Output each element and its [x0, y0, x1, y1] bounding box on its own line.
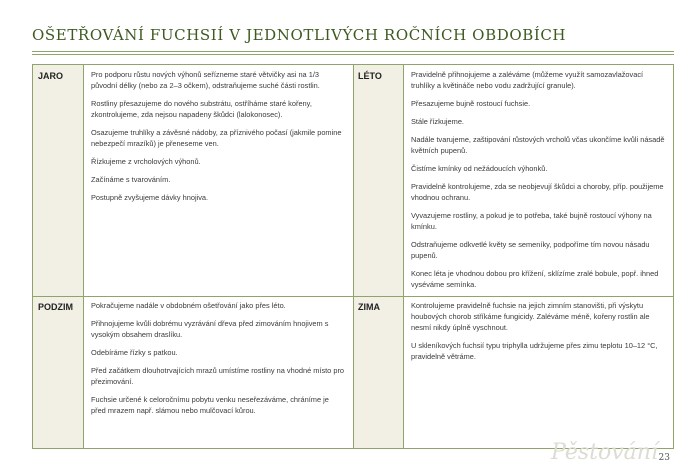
- list-item: Začínáme s tvarováním.: [91, 175, 171, 184]
- list-item: Osazujeme truhlíky a závěsné nádoby, za příznivého počasí (jakmile pomine nebezpečí mrazíků) je přeneseme ven.: [91, 128, 342, 148]
- list-item: Řízkujeme z vrcholových výhonů.: [91, 157, 201, 166]
- list-item: Pravidelně přihnojujeme a zaléváme (můžeme využít samozavlažovací truhlíky a květináče nebo vodu zadržující granule).: [411, 70, 644, 90]
- list-item: Pravidelně kontrolujeme, zda se neobjevují škůdci a choroby, příp. použijeme vhodnou ochranu.: [411, 182, 664, 202]
- list-item: Přihnojujeme kvůli dobrému vyzrávání dřeva před zimováním hnojivem s vysokým obsahem draslíku.: [91, 319, 329, 339]
- section-name: Pěstování: [551, 440, 658, 465]
- list-item: Přesazujeme bujně rostoucí fuchsie.: [411, 99, 531, 108]
- list-item: Konec léta je vhodnou dobou pro křížení, sklízíme zralé bobule, popř. ihned vyséváme semínka.: [411, 269, 659, 289]
- list-item: Kontrolujeme pravidelně fuchsie na jejich zimním stanovišti, při výskytu houbových chorob stříkáme fungicidy. Zaléváme méně, kořeny rostlin ale nesmí nikdy úplně vyschnout.: [411, 301, 650, 332]
- season-content-spring: [83, 65, 353, 296]
- season-content-summer: [403, 65, 673, 296]
- column-divider: [403, 65, 404, 448]
- list-item: Fuchsie určené k celoročnímu pobytu venku neseřezáváme, chráníme je před mrazem např. slámou nebo mulčovací kůrou.: [91, 395, 329, 415]
- list-item: Nadále tvarujeme, zaštipování růstových vrcholů včas ukončíme kvůli násadě květních pupenů.: [411, 135, 665, 155]
- list-item: Odstraňujeme odkvetlé květy se semeníky, podpoříme tím novou násadu pupenů.: [411, 240, 650, 260]
- season-content-winter: [403, 296, 673, 448]
- list-item: U skleníkových fuchsií typu triphylla udržujeme přes zimu teplotu 10–12 °C, pravidelně větráme.: [411, 341, 658, 361]
- column-divider: [83, 65, 84, 448]
- title-rule-top: [32, 51, 674, 52]
- care-table: [32, 64, 674, 449]
- column-divider: [353, 65, 354, 448]
- list-item: Stále řízkujeme.: [411, 117, 464, 126]
- list-item: Vyvazujeme rostliny, a pokud je to potřeba, také bujně rostoucí výhony na kmínku.: [411, 211, 652, 231]
- season-label-summer: LÉTO: [353, 65, 403, 296]
- season-label-spring: JARO: [33, 65, 83, 296]
- page-number: 23: [658, 453, 670, 463]
- title-rule-bottom: [32, 54, 674, 55]
- season-content-autumn: [83, 296, 353, 448]
- page-title: OŠETŘOVÁNÍ FUCHSIÍ V JEDNOTLIVÝCH ROČNÍCH OBDOBÍCH: [32, 26, 567, 44]
- row-divider: [33, 296, 673, 297]
- list-item: Čistíme kmínky od nežádoucích výhonků.: [411, 164, 548, 173]
- list-item: Před začátkem dlouhotrvajících mrazů umístíme rostliny na vhodné místo pro přezimování.: [91, 366, 345, 386]
- season-label-autumn: PODZIM: [33, 296, 83, 448]
- list-item: Pokračujeme nadále v obdobném ošetřování jako přes léto.: [91, 301, 286, 310]
- list-item: Rostliny přesazujeme do nového substrátu, ostříháme staré kořeny, zkontrolujeme, zda nejsou napadeny škůdci (lalokonosec).: [91, 99, 312, 119]
- list-item: Postupně zvyšujeme dávky hnojiva.: [91, 193, 209, 202]
- list-item: Odebíráme řízky s patkou.: [91, 348, 178, 357]
- list-item: Pro podporu růstu nových výhonů seřízneme staré větvičky asi na 1/3 původní délky (nebo za 2–3 očkem), odstraňujeme suché části rostlin.: [91, 70, 320, 90]
- season-label-winter: ZIMA: [353, 296, 403, 448]
